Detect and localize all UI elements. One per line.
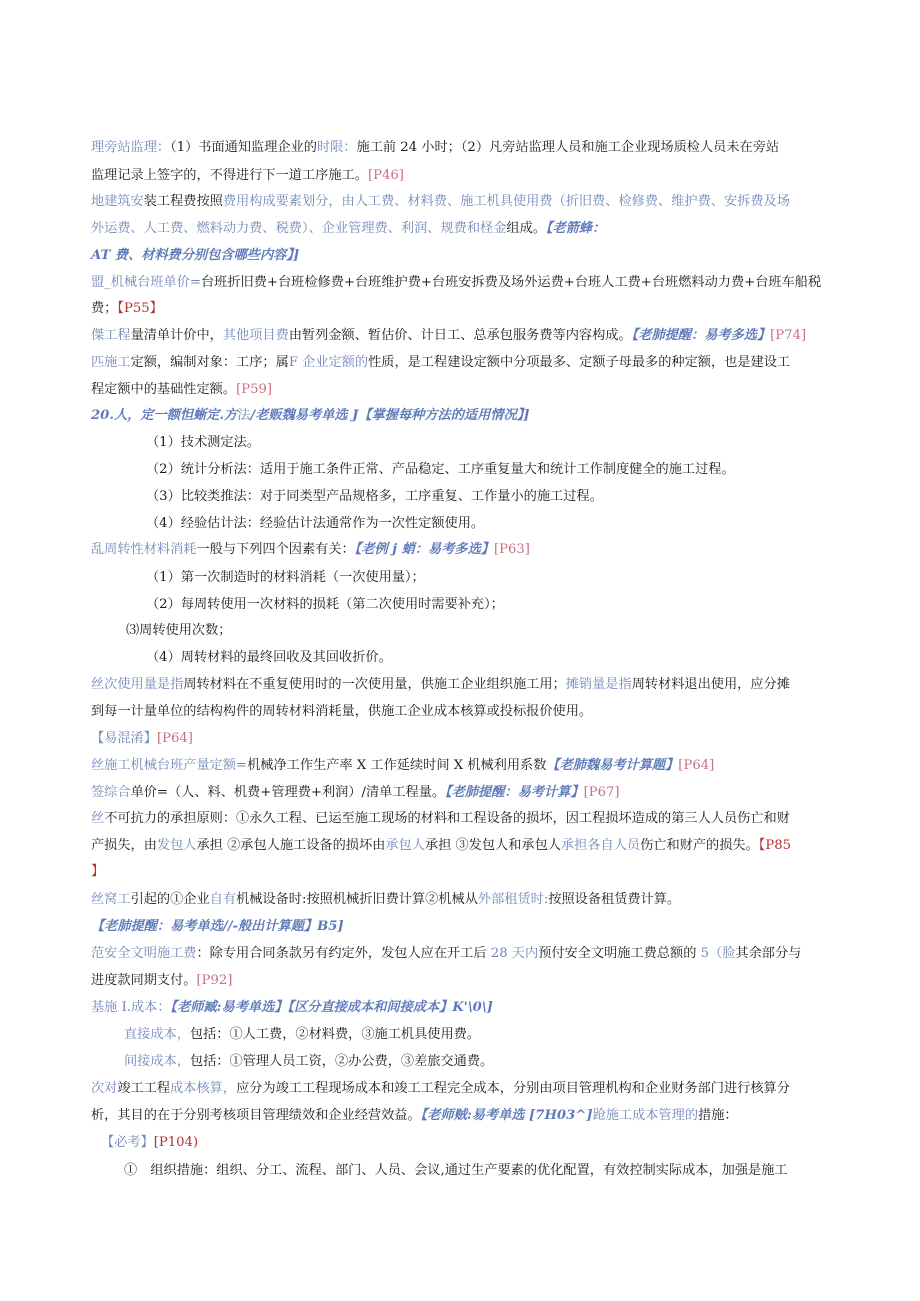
page-reference: [P67] (583, 785, 620, 800)
highlighted-term: 费用构成要素划分，由人工费、材料费、施工机具使用费（折旧费、检修费、维护费、安拆费及场 (222, 194, 790, 209)
text-segment: 竣工工程 (117, 1081, 171, 1096)
teacher-note: 【老师臧:易考单选】【区分直接成本和间接成本】K'\0\] (170, 1000, 493, 1015)
text-line (91, 138, 779, 158)
text-segment: ⑶周转使用次数； (126, 623, 232, 638)
highlighted-term: 间接成本， (124, 1054, 190, 1069)
teacher-note: 20.人，定一额怛蜥定.方 (91, 408, 238, 423)
highlighted-term: 直接成本， (124, 1027, 190, 1042)
text-segment: ① 组织措施：组织、分工、流程、部门、人员、会议,通过生产要素的优化配置，有效控制实际成本，加强是施工 (124, 1163, 788, 1178)
text-line (91, 166, 404, 186)
text-line (91, 702, 592, 722)
teacher-note: 【老肺提醒：易考多选】 (631, 328, 771, 343)
highlighted-term: 成本核算， (170, 1081, 237, 1096)
highlighted-term: 次对 (91, 1081, 118, 1096)
teacher-note: 【老例 j 蛸：易考多选】 (354, 542, 494, 557)
highlighted-term: 丝窝工 (91, 892, 131, 907)
highlighted-term: 理旁站监理： (91, 140, 171, 155)
text-line (91, 1106, 738, 1126)
text-segment: 定额，编制对象：工序；属 (130, 355, 289, 370)
highlighted-term: 外部租赁时: (477, 892, 549, 907)
page-reference: 【P85 (758, 838, 792, 853)
text-line (91, 862, 104, 882)
text-segment: 一般与下列四个因素有关： (196, 542, 355, 557)
text-line (91, 540, 530, 560)
highlighted-term: 自有 (209, 892, 237, 907)
text-line (91, 219, 605, 239)
highlighted-term: 傑工程 (91, 328, 131, 343)
text-line (91, 353, 790, 373)
text-segment: 应分为竣工工程现场成本和竣工工程完全成本，分别由项目管理机构和企业财务部门进行核算分 (236, 1081, 790, 1096)
text-segment: 施工前 24 小时；（2）凡旁站监理人员和施工企业现场质检人员未在旁站 (356, 140, 780, 155)
text-line (91, 406, 529, 426)
text-line (124, 1161, 788, 1181)
text-line (146, 433, 260, 453)
highlighted-term: 跄施工成本管理的 (592, 1108, 699, 1123)
text-segment: 承担 ③发包人和承包人 (424, 838, 561, 853)
teacher-note: 【老肺提醒：易考单选//-般出计算题】B5] (91, 919, 344, 934)
text-segment: 单价=（人、料、机费+管理费+利润）/清单工程量。 (130, 785, 446, 800)
text-line (91, 1079, 790, 1099)
text-segment: （2）每周转使用一次材料的损耗（第二次使用时需要补充）； (146, 597, 504, 612)
text-segment: 包括：①管理人员工资，②办公费，③差旅交通费。 (189, 1054, 494, 1069)
highlighted-term: 丝施工机械台班产量定额= (91, 758, 248, 773)
text-line (91, 944, 801, 964)
text-segment: 伤亡和财产的损失。 (640, 838, 759, 853)
text-line (91, 192, 790, 212)
highlighted-term: 5（脸 (700, 946, 736, 961)
highlighted-term: 范安全文明施工费 (91, 946, 197, 961)
highlighted-term: 【易混淆】 (91, 731, 157, 746)
teacher-note: /老贩魏易考单选 J【掌握每种方法的适用情况】] (250, 408, 530, 423)
text-segment: 到每一计量单位的结构构件的周转材料消耗量，供施工企业成本核算或投标报价使用。 (91, 704, 593, 719)
text-segment: 包括：①人工费，②材料费，③施工机具使用费。 (189, 1027, 481, 1042)
text-segment: 组成。 (506, 221, 546, 236)
text-line (91, 675, 790, 695)
page-reference: [P104) (153, 1135, 199, 1150)
text-line (146, 648, 392, 668)
text-line (146, 460, 735, 480)
text-line (91, 971, 232, 991)
text-line (126, 621, 232, 641)
text-line (91, 783, 620, 803)
text-line (146, 568, 425, 588)
text-segment: 由暂列金额、暂估价、计日工、总承包服务费等内容构成。 (288, 328, 632, 343)
text-segment: 台班折旧费+台班检修费+台班维护费+台班安拆费及场外运费+台班人工费+台班燃料动力费+台班车船税 (200, 275, 822, 290)
page-reference: [P74] (770, 328, 807, 343)
teacher-note: 【老肺提醒：易考计算】 (445, 785, 584, 800)
text-segment: 进度款同期支付。 (91, 973, 197, 988)
highlighted-term: 承包人 (385, 838, 425, 853)
text-line (91, 273, 821, 293)
highlighted-term: 法 (237, 408, 251, 423)
text-segment: 按照设备租赁费计算。 (548, 892, 681, 907)
text-line (124, 1052, 493, 1072)
text-line (91, 836, 791, 856)
text-segment: 机械净工作生产率 X 工作延续时间 X 机械利用系数 (247, 758, 547, 773)
highlighted-term: 摊销量是指 (565, 677, 632, 692)
highlighted-term: 盟_机械台班单价= (91, 275, 201, 290)
highlighted-term: 丝次使用量是指 (91, 677, 184, 692)
highlighted-term: 地建筑安 (91, 194, 144, 209)
text-segment: 不可抗力的承担原则：①永久工程、已运至施工现场的材料和工程设备的损坏，因工程损坏造成的第三人人员伤亡和财 (104, 811, 790, 826)
highlighted-term: 时限： (316, 140, 357, 155)
text-line (91, 299, 163, 319)
highlighted-term: 乱周转性材料消耗 (91, 542, 197, 557)
teacher-note: 【老肺魏易考计算题】 (546, 758, 679, 773)
teacher-note: 【老师贼:易考单选 [7H03^] (420, 1108, 593, 1123)
highlighted-term: 发包人 (156, 838, 197, 853)
page-reference: [P64] (678, 758, 715, 773)
highlighted-term: 承担各自人员 (560, 838, 641, 853)
highlighted-term: 基施 I.成本： (91, 1000, 171, 1015)
text-segment: 机械设备时:按照机械折旧费计算②机械从 (236, 892, 478, 907)
text-line (146, 514, 484, 534)
text-segment: 周转材料在不重复使用时的一次使用量，供施工企业组织施工用； (183, 677, 566, 692)
teacher-note: 【老箭蜂： (545, 221, 606, 236)
text-line (146, 487, 603, 507)
text-segment: （4）经验估计法：经验估计法通常作为一次性定额使用。 (146, 516, 485, 531)
text-line (91, 917, 344, 937)
text-line (91, 326, 806, 346)
page-reference: 【P55】 (117, 301, 163, 316)
text-segment: （1）书面通知监理企业的 (170, 140, 317, 155)
text-segment: 承担 ②承包人施工设备的损坏由 (196, 838, 386, 853)
text-line (91, 246, 299, 266)
page-reference: [P63] (493, 542, 530, 557)
text-segment: 析，其目的在于分别考核项目管理绩效和企业经营效益。 (91, 1108, 421, 1123)
text-segment: 费； (91, 301, 118, 316)
text-segment: 其余部分与 (735, 946, 802, 961)
text-line (91, 809, 790, 829)
text-segment: ：除专用合同条款另有约定外，发包人应在开工后 (196, 946, 491, 961)
text-line (91, 998, 493, 1018)
teacher-note: AT 费、材料费分别包含哪些内容】] (91, 248, 300, 263)
text-segment: 性质，是工程建设定额中分项最多、定额子母最多的种定额，也是建设工 (368, 355, 791, 370)
highlighted-term: F 企业定额的 (288, 355, 369, 370)
text-segment: 预付安全文明施工费总额的 (538, 946, 701, 961)
text-segment: （3）比较类推法：对于同类型产品规格多，工序重复、工作量小的施工过程。 (146, 489, 603, 504)
text-segment: （4）周转材料的最终回收及其回收折价。 (146, 650, 392, 665)
page-reference: 】 (91, 864, 105, 879)
text-line (146, 595, 504, 615)
highlighted-term: 外运费、人工费、燃料动力费、税费）、企业管理费、利润、规费和柽金 (91, 221, 507, 236)
text-line (91, 729, 193, 749)
highlighted-term: 28 天内 (490, 946, 539, 961)
text-segment: （1）技术测定法。 (146, 435, 260, 450)
text-line (91, 380, 272, 400)
text-segment: 产损失，由 (91, 838, 157, 853)
text-line (101, 1133, 198, 1153)
text-segment: 周转材料退出使用，应分摊 (631, 677, 790, 692)
highlighted-term: 匹施工 (91, 355, 131, 370)
text-segment: 装工程费按照 (143, 194, 223, 209)
text-segment: （1）第一次制造时的材料消耗（一次使用量）； (146, 570, 425, 585)
text-line (124, 1025, 480, 1045)
highlighted-term: 【必考】 (101, 1135, 154, 1150)
text-segment: 量清单计价中， (130, 328, 223, 343)
text-segment: 程定额中的基础性定额。 (91, 382, 237, 397)
page-reference: [P64] (156, 731, 193, 746)
text-segment: 监理记录上签字的，不得进行下一道工序施工。 (91, 168, 368, 183)
page-reference: [P92] (196, 973, 233, 988)
highlighted-term: 签综合 (91, 785, 131, 800)
text-line (91, 756, 714, 776)
text-segment: 措施： (698, 1108, 738, 1123)
text-segment: 引起的①企业 (130, 892, 210, 907)
text-segment: （2）统计分析法：适用于施工条件正常、产品稳定、工序重复量大和统计工作制度健全的施工过程。 (146, 462, 735, 477)
highlighted-term: 丝 (91, 811, 105, 826)
page-reference: [P46] (367, 168, 404, 183)
text-line (91, 890, 680, 910)
page-reference: [P59] (236, 382, 273, 397)
highlighted-term: 其他项目费 (222, 328, 289, 343)
